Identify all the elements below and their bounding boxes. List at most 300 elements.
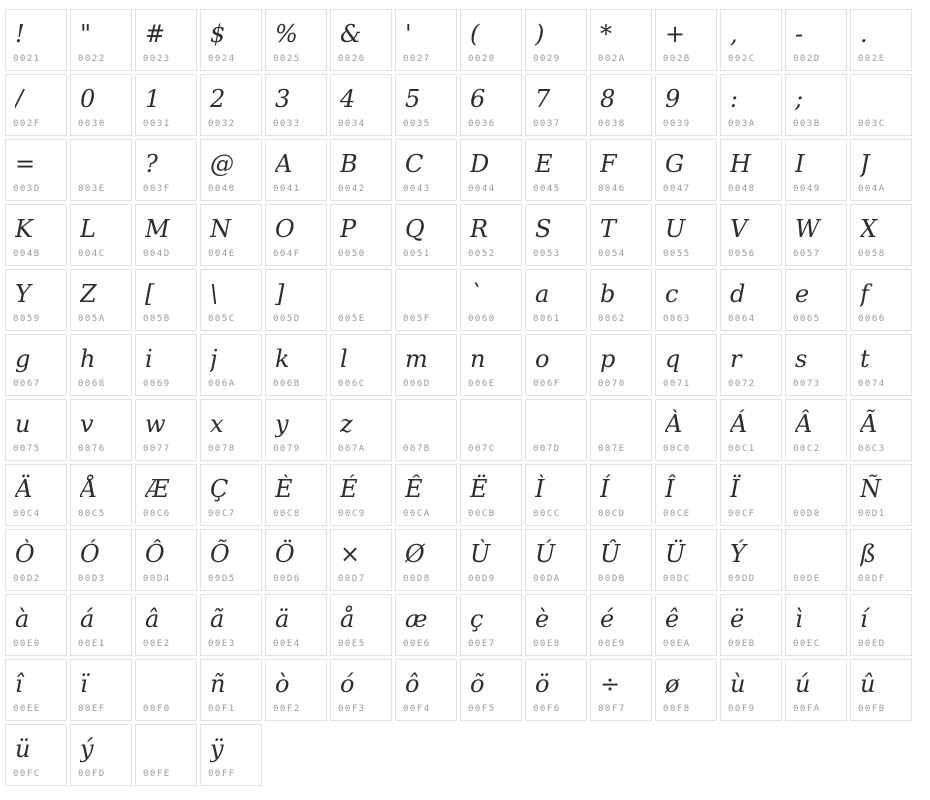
glyph-code-label: 00C0 [663, 444, 691, 454]
glyph-cell[interactable] [200, 139, 262, 201]
glyph-cell[interactable] [525, 269, 587, 331]
glyph-cell[interactable] [785, 399, 847, 461]
glyph-cell[interactable] [850, 399, 912, 461]
glyph-character: Ä [15, 475, 33, 503]
glyph-code-label: 003D [13, 184, 41, 194]
glyph-code-label: 0032 [208, 119, 236, 129]
glyph-cell[interactable] [525, 529, 587, 591]
glyph-cell[interactable] [460, 399, 522, 461]
glyph-code-label: 00CE [663, 509, 691, 519]
glyph-code-label: 00DF [858, 574, 886, 584]
glyph-cell[interactable] [460, 269, 522, 331]
glyph-cell[interactable] [850, 204, 912, 266]
glyph-character [80, 142, 129, 186]
glyph-cell[interactable] [200, 9, 262, 71]
glyph-character: * [600, 20, 612, 48]
glyph-cell[interactable] [200, 529, 262, 591]
glyph-character [340, 272, 389, 316]
glyph-character: î [15, 670, 23, 698]
glyph-cell[interactable] [265, 9, 327, 71]
glyph-cell[interactable] [785, 139, 847, 201]
glyph-cell[interactable] [850, 9, 912, 71]
glyph-cell[interactable] [460, 659, 522, 721]
glyph-code-label: 00E2 [143, 639, 171, 649]
glyph-cell[interactable] [460, 139, 522, 201]
glyph-cell[interactable] [135, 594, 197, 656]
glyph-character: è [535, 605, 550, 633]
glyph-character: v [80, 410, 94, 438]
glyph-character: ( [470, 20, 480, 48]
glyph-cell[interactable] [395, 529, 457, 591]
glyph-character: ç [470, 605, 484, 633]
glyph-character: i [145, 345, 153, 373]
glyph-character: ø [665, 670, 680, 698]
glyph-character: õ [470, 670, 485, 698]
glyph-code-label: 00F2 [273, 704, 301, 714]
glyph-cell[interactable] [720, 269, 782, 331]
glyph-character: s [795, 345, 808, 373]
glyph-cell[interactable] [525, 9, 587, 71]
glyph-character: Ç [210, 475, 229, 503]
glyph-cell[interactable] [720, 204, 782, 266]
glyph-character: $ [210, 20, 226, 48]
glyph-cell[interactable] [70, 724, 132, 786]
glyph-code-label: 003C [858, 119, 886, 129]
glyph-code-label: 00F7 [598, 704, 626, 714]
glyph-code-label: 0050 [338, 249, 366, 259]
glyph-cell[interactable] [655, 204, 717, 266]
glyph-code-label: 00EE [13, 704, 41, 714]
glyph-cell[interactable] [70, 399, 132, 461]
glyph-cell[interactable] [720, 464, 782, 526]
glyph-cell[interactable] [460, 529, 522, 591]
glyph-cell[interactable] [5, 204, 67, 266]
glyph-character: ] [275, 280, 285, 308]
glyph-character: V [730, 215, 748, 243]
glyph-cell[interactable] [655, 74, 717, 136]
glyph-character: B [340, 150, 358, 178]
glyph-code-label: 0028 [468, 54, 496, 64]
glyph-character: z [340, 410, 353, 438]
glyph-cell[interactable] [655, 399, 717, 461]
glyph-cell[interactable] [785, 659, 847, 721]
glyph-cell[interactable] [655, 464, 717, 526]
glyph-cell[interactable] [200, 594, 262, 656]
glyph-cell[interactable] [720, 334, 782, 396]
glyph-code-label: 005E [338, 314, 366, 324]
glyph-cell[interactable] [590, 74, 652, 136]
glyph-code-label: 0047 [663, 184, 691, 194]
glyph-character: x [210, 410, 224, 438]
glyph-cell[interactable] [525, 399, 587, 461]
glyph-cell[interactable] [590, 139, 652, 201]
glyph-character: I [795, 150, 805, 178]
glyph-cell[interactable] [70, 74, 132, 136]
glyph-character: Ø [405, 540, 425, 568]
glyph-cell[interactable] [70, 9, 132, 71]
glyph-character: f [860, 280, 869, 308]
glyph-cell[interactable] [850, 594, 912, 656]
glyph-cell[interactable] [590, 464, 652, 526]
glyph-character: × [340, 540, 361, 568]
glyph-cell[interactable] [785, 269, 847, 331]
glyph-character: E [535, 150, 553, 178]
glyph-character: 0 [80, 85, 96, 113]
glyph-cell[interactable] [200, 204, 262, 266]
glyph-cell[interactable] [265, 529, 327, 591]
glyph-character: c [665, 280, 679, 308]
glyph-code-label: 00CB [468, 509, 496, 519]
glyph-cell[interactable] [525, 139, 587, 201]
glyph-character: t [860, 345, 870, 373]
glyph-character: k [275, 345, 290, 373]
glyph-code-label: 0055 [663, 249, 691, 259]
glyph-code-label: 00DC [663, 574, 691, 584]
glyph-character: R [470, 215, 489, 243]
glyph-code-label: 0026 [338, 54, 366, 64]
glyph-cell[interactable] [590, 9, 652, 71]
glyph-code-label: 002B [663, 54, 691, 64]
glyph-code-label: 0049 [793, 184, 821, 194]
glyph-cell[interactable] [850, 334, 912, 396]
glyph-code-label: 0036 [468, 119, 496, 129]
glyph-code-label: 00EC [793, 639, 821, 649]
glyph-cell[interactable] [70, 269, 132, 331]
glyph-cell[interactable] [785, 204, 847, 266]
glyph-character: b [600, 280, 616, 308]
glyph-cell[interactable] [590, 334, 652, 396]
glyph-code-label: 006B [273, 379, 301, 389]
glyph-character: H [730, 150, 751, 178]
glyph-cell[interactable] [330, 529, 392, 591]
glyph-code-label: 00F3 [338, 704, 366, 714]
glyph-cell[interactable] [265, 334, 327, 396]
glyph-cell[interactable] [395, 594, 457, 656]
glyph-cell[interactable] [200, 659, 262, 721]
glyph-code-label: 0022 [78, 54, 106, 64]
glyph-code-label: 0064 [728, 314, 756, 324]
glyph-cell[interactable] [5, 529, 67, 591]
glyph-cell[interactable] [590, 659, 652, 721]
glyph-character: é [600, 605, 615, 633]
glyph-cell[interactable] [655, 659, 717, 721]
glyph-character: y [275, 410, 289, 438]
glyph-cell[interactable] [395, 139, 457, 201]
glyph-cell[interactable] [135, 9, 197, 71]
glyph-cell[interactable] [590, 399, 652, 461]
glyph-cell[interactable] [330, 399, 392, 461]
glyph-code-label: 003A [728, 119, 756, 129]
glyph-cell[interactable] [525, 74, 587, 136]
glyph-character: X [860, 215, 878, 243]
glyph-cell[interactable] [265, 659, 327, 721]
glyph-code-label: 00E5 [338, 639, 366, 649]
glyph-cell[interactable] [135, 74, 197, 136]
glyph-cell[interactable] [330, 9, 392, 71]
glyph-cell[interactable] [655, 139, 717, 201]
glyph-cell[interactable] [395, 334, 457, 396]
glyph-character: ù [730, 670, 746, 698]
glyph-character: ' [405, 20, 412, 48]
glyph-cell[interactable] [720, 9, 782, 71]
glyph-cell[interactable] [850, 139, 912, 201]
glyph-cell[interactable] [655, 529, 717, 591]
glyph-cell[interactable] [5, 399, 67, 461]
glyph-cell[interactable] [135, 724, 197, 786]
glyph-cell[interactable] [655, 594, 717, 656]
glyph-cell[interactable] [5, 464, 67, 526]
glyph-cell[interactable] [5, 9, 67, 71]
glyph-cell[interactable] [70, 334, 132, 396]
glyph-character: ï [80, 670, 88, 698]
glyph-code-label: 0061 [533, 314, 561, 324]
glyph-cell[interactable] [330, 204, 392, 266]
glyph-cell[interactable] [655, 269, 717, 331]
glyph-character [600, 402, 649, 446]
glyph-cell[interactable] [395, 204, 457, 266]
glyph-character: ÷ [600, 670, 621, 698]
glyph-character [795, 532, 844, 576]
glyph-cell[interactable] [265, 594, 327, 656]
glyph-code-label: 00EA [663, 639, 691, 649]
glyph-code-label: 007A [338, 444, 366, 454]
glyph-cell[interactable] [590, 204, 652, 266]
glyph-character: 2 [210, 85, 226, 113]
glyph-code-label: 0074 [858, 379, 886, 389]
glyph-character: C [405, 150, 424, 178]
glyph-code-label: 0035 [403, 119, 431, 129]
glyph-cell[interactable] [525, 464, 587, 526]
glyph-cell[interactable] [720, 74, 782, 136]
glyph-cell[interactable] [135, 334, 197, 396]
glyph-code-label: 0065 [793, 314, 821, 324]
glyph-cell[interactable] [70, 594, 132, 656]
glyph-cell[interactable] [590, 269, 652, 331]
glyph-cell[interactable] [70, 139, 132, 201]
glyph-cell[interactable] [265, 399, 327, 461]
glyph-code-label: 0038 [598, 119, 626, 129]
glyph-cell[interactable] [785, 334, 847, 396]
glyph-cell[interactable] [70, 529, 132, 591]
glyph-cell[interactable] [200, 334, 262, 396]
glyph-cell[interactable] [460, 204, 522, 266]
glyph-character [405, 272, 454, 316]
glyph-code-label: 003B [793, 119, 821, 129]
glyph-character: Ú [535, 540, 556, 568]
glyph-cell[interactable] [395, 659, 457, 721]
glyph-cell[interactable] [395, 9, 457, 71]
glyph-cell[interactable] [70, 464, 132, 526]
glyph-code-label: 0037 [533, 119, 561, 129]
glyph-cell[interactable] [850, 464, 912, 526]
glyph-cell[interactable] [5, 139, 67, 201]
glyph-code-label: 0027 [403, 54, 431, 64]
glyph-cell[interactable] [850, 659, 912, 721]
glyph-character: Å [80, 475, 98, 503]
glyph-code-label: 00CC [533, 509, 561, 519]
glyph-cell[interactable] [200, 269, 262, 331]
glyph-cell[interactable] [5, 269, 67, 331]
glyph-cell[interactable] [395, 269, 457, 331]
glyph-code-label: 00CF [728, 509, 756, 519]
glyph-character: Î [665, 475, 675, 503]
glyph-cell[interactable] [785, 9, 847, 71]
glyph-cell[interactable] [395, 464, 457, 526]
glyph-character [795, 467, 844, 511]
glyph-code-label: 00C6 [143, 509, 171, 519]
glyph-character: ? [145, 150, 158, 178]
glyph-cell[interactable] [330, 659, 392, 721]
glyph-cell[interactable] [395, 74, 457, 136]
glyph-cell[interactable] [330, 139, 392, 201]
glyph-cell[interactable] [330, 464, 392, 526]
glyph-code-label: 00D9 [468, 574, 496, 584]
glyph-code-label: 0078 [208, 444, 236, 454]
glyph-code-label: 00EB [728, 639, 756, 649]
glyph-character: ò [275, 670, 290, 698]
glyph-cell[interactable] [5, 724, 67, 786]
glyph-code-label: 00DE [793, 574, 821, 584]
glyph-cell[interactable] [460, 9, 522, 71]
glyph-cell[interactable] [200, 74, 262, 136]
glyph-code-label: 002F [13, 119, 41, 129]
glyph-cell[interactable] [5, 334, 67, 396]
glyph-code-label: 0076 [78, 444, 106, 454]
glyph-character: Ñ [860, 475, 881, 503]
glyph-cell[interactable] [70, 659, 132, 721]
glyph-cell[interactable] [850, 269, 912, 331]
glyph-code-label: 0025 [273, 54, 301, 64]
glyph-cell[interactable] [200, 724, 262, 786]
glyph-code-label: 00C8 [273, 509, 301, 519]
glyph-cell[interactable] [850, 74, 912, 136]
glyph-code-label: 006A [208, 379, 236, 389]
glyph-cell[interactable] [5, 74, 67, 136]
glyph-cell[interactable] [135, 659, 197, 721]
glyph-cell[interactable] [460, 74, 522, 136]
glyph-cell[interactable] [720, 529, 782, 591]
glyph-cell[interactable] [135, 399, 197, 461]
glyph-character: " [80, 20, 92, 48]
glyph-cell[interactable] [135, 204, 197, 266]
glyph-cell[interactable] [460, 594, 522, 656]
glyph-cell[interactable] [135, 464, 197, 526]
glyph-cell[interactable] [460, 334, 522, 396]
glyph-character: = [15, 150, 36, 178]
glyph-cell[interactable] [265, 139, 327, 201]
glyph-code-label: 005F [403, 314, 431, 324]
glyph-character: d [730, 280, 746, 308]
glyph-character: L [80, 215, 96, 243]
glyph-cell[interactable] [5, 594, 67, 656]
glyph-cell[interactable] [5, 659, 67, 721]
glyph-code-label: 0041 [273, 184, 301, 194]
glyph-cell[interactable] [135, 139, 197, 201]
glyph-character: p [600, 345, 616, 373]
glyph-code-label: 0072 [728, 379, 756, 389]
glyph-code-label: 003F [143, 184, 171, 194]
glyph-cell[interactable] [720, 139, 782, 201]
glyph-cell[interactable] [525, 204, 587, 266]
glyph-cell[interactable] [525, 659, 587, 721]
glyph-character: q [665, 345, 681, 373]
glyph-cell[interactable] [265, 269, 327, 331]
glyph-code-label: 00C7 [208, 509, 236, 519]
glyph-cell[interactable] [135, 269, 197, 331]
glyph-code-label: 002C [728, 54, 756, 64]
glyph-cell[interactable] [200, 399, 262, 461]
glyph-character: : [730, 85, 739, 113]
glyph-code-label: 00C2 [793, 444, 821, 454]
glyph-character: , [730, 20, 738, 48]
glyph-code-label: 00F4 [403, 704, 431, 714]
glyph-cell[interactable] [265, 204, 327, 266]
glyph-cell[interactable] [655, 334, 717, 396]
glyph-cell[interactable] [850, 529, 912, 591]
glyph-code-label: 0024 [208, 54, 236, 64]
glyph-character: o [535, 345, 550, 373]
glyph-cell[interactable] [330, 334, 392, 396]
glyph-code-label: 004E [208, 249, 236, 259]
glyph-code-label: 0030 [78, 119, 106, 129]
glyph-character: 9 [665, 85, 681, 113]
glyph-code-label: 00F8 [663, 704, 691, 714]
glyph-cell[interactable] [785, 594, 847, 656]
glyph-character: Ó [80, 540, 100, 568]
glyph-code-label: 002D [793, 54, 821, 64]
glyph-cell[interactable] [720, 399, 782, 461]
glyph-cell[interactable] [525, 594, 587, 656]
glyph-cell[interactable] [330, 269, 392, 331]
glyph-cell[interactable] [330, 74, 392, 136]
glyph-cell[interactable] [590, 529, 652, 591]
glyph-cell[interactable] [395, 399, 457, 461]
glyph-cell[interactable] [460, 464, 522, 526]
glyph-cell[interactable] [785, 74, 847, 136]
glyph-cell[interactable] [265, 74, 327, 136]
glyph-cell[interactable] [655, 9, 717, 71]
glyph-code-label: 00C9 [338, 509, 366, 519]
glyph-character: ú [795, 670, 811, 698]
glyph-code-label: 00D3 [78, 574, 106, 584]
glyph-cell[interactable] [720, 659, 782, 721]
glyph-character: Â [795, 410, 813, 438]
glyph-character: 5 [405, 85, 421, 113]
glyph-character: Ü [665, 540, 686, 568]
glyph-cell[interactable] [720, 594, 782, 656]
glyph-cell[interactable] [785, 529, 847, 591]
glyph-character: A [275, 150, 293, 178]
glyph-cell[interactable] [70, 204, 132, 266]
glyph-character: O [275, 215, 295, 243]
glyph-code-label: 00FF [208, 769, 236, 779]
glyph-character: G [665, 150, 685, 178]
glyph-code-label: 00F6 [533, 704, 561, 714]
glyph-character: Y [15, 280, 31, 308]
glyph-cell[interactable] [200, 464, 262, 526]
glyph-character [860, 77, 909, 121]
glyph-character: Ï [730, 475, 740, 503]
glyph-character: ë [730, 605, 745, 633]
glyph-cell[interactable] [525, 334, 587, 396]
glyph-cell[interactable] [590, 594, 652, 656]
glyph-character: Ã [860, 410, 878, 438]
glyph-cell[interactable] [265, 464, 327, 526]
glyph-cell[interactable] [785, 464, 847, 526]
glyph-cell[interactable] [330, 594, 392, 656]
glyph-code-label: 00E8 [533, 639, 561, 649]
glyph-cell[interactable] [135, 529, 197, 591]
